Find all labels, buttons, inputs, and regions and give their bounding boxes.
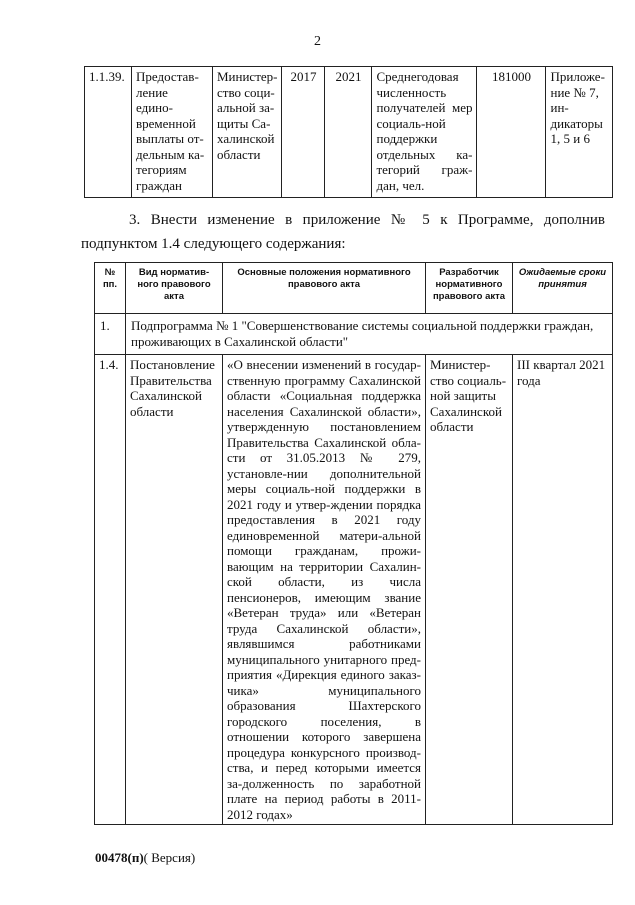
document-code: 00478(п) bbox=[95, 850, 144, 865]
header-row bbox=[95, 263, 613, 314]
header-num: № пп. bbox=[95, 263, 126, 314]
paragraph-line-2: подпунктом 1.4 следующего содержания: bbox=[81, 236, 346, 252]
top-table bbox=[84, 66, 613, 198]
appendix-ref: Приложе-ние № 7, ин-дикаторы 1, 5 и 6 bbox=[546, 67, 613, 198]
footer bbox=[95, 850, 195, 866]
act-developer: Министер-ство социаль-ной защиты Сахалинской области bbox=[426, 355, 513, 825]
act-kind: Постановление Правительства Сахалинской области bbox=[126, 355, 223, 825]
subprogram-title: Подпрограмма № 1 "Совершенствование системы социальной поддержки граждан, проживающих в Сахалинской области" bbox=[126, 314, 613, 355]
header-deadline: Ожидаемые сроки принятия bbox=[513, 263, 613, 314]
measure-name: Предостав-ление едино-временной выплаты от-дельным ка-тегориям граждан bbox=[132, 67, 213, 198]
table-row bbox=[85, 67, 613, 198]
page-number: 2 bbox=[314, 34, 321, 49]
table-row bbox=[95, 355, 613, 825]
year-end: 2021 bbox=[325, 67, 372, 198]
amendment-paragraph bbox=[81, 208, 605, 256]
version-label: ( Версия) bbox=[143, 850, 196, 865]
bottom-table bbox=[94, 262, 613, 825]
row-number: 1.1.39. bbox=[85, 67, 132, 198]
header-provisions: Основные положения нормативного правового акта bbox=[223, 263, 426, 314]
subprogram-row bbox=[95, 314, 613, 355]
indicator-value: 181000 bbox=[477, 67, 546, 198]
act-provisions: «О внесении изменений в государ-ственную программу Сахалинской области «Социальная поддержка населения Сахалинской области», утвержденную постановлением Правительства Сахалинской обла-сти от 31.05.2013 № 279, установле-нии дополнительной меры социаль-ной поддержки в 2021 году и утвер-ждении порядка предоставления в 2021 году единовременной матери-альной помощи гражданам, прожи-вающим на территории Сахалин-ской области, из числа пенсионеров, имеющим звание «Ветеран труда» или «Ветеран труда Сахалинской области», являвшимся работниками муниципального унитарного пред-приятия «Дирекция единого заказ-чика» муниципального образования Шахтерского городского поселения, в отношении которого завершена процедура конкурсного производ-ства, и перед которыми имеется за-долженность по заработной плате на период работы в 2011-2012 годах» bbox=[223, 355, 426, 825]
indicator: Среднегодовая численность получателей мер социаль-ной поддержки отдельных ка-тегорий граж-дан, чел. bbox=[372, 67, 477, 198]
year-start: 2017 bbox=[282, 67, 325, 198]
paragraph-line-1: 3. Внести изменение в приложение № 5 к Программе, дополнив bbox=[129, 212, 605, 228]
item-num: 1.4. bbox=[95, 355, 126, 825]
subprogram-num: 1. bbox=[95, 314, 126, 355]
act-deadline: III квартал 2021 года bbox=[513, 355, 613, 825]
header-developer: Разработчик нормативного правового акта bbox=[426, 263, 513, 314]
executor: Министер-ство соци-альной за-щиты Са-халинской области bbox=[213, 67, 282, 198]
header-kind: Вид норматив-ного правового акта bbox=[126, 263, 223, 314]
